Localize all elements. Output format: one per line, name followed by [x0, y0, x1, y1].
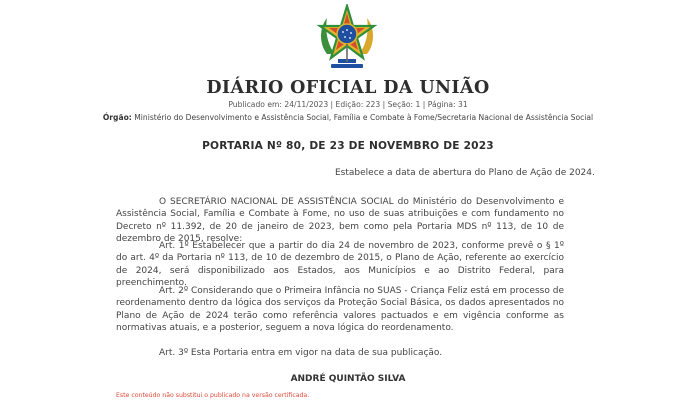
- preamble-paragraph: O SECRETÁRIO NACIONAL DE ASSISTÊNCIA SOCIAL do Ministério do Desenvolvimento e Assistência Social, Família e Combate à Fome, no uso de suas atribuições e com fundamento no Decreto nº 11.392, de 20 de janeiro de 2023, bem como pela Portaria MDS nº 113, de 10 de dezembro de 2015, resolve:: [116, 197, 564, 245]
- coat-globe: [337, 24, 357, 44]
- masthead-title: DIÁRIO OFICIAL DA UNIÃO: [206, 78, 490, 98]
- article-3-paragraph: Art. 3º Esta Portaria entra em vigor na data de sua publicação.: [159, 348, 443, 358]
- orgao-label: Órgão:: [102, 113, 132, 122]
- ementa: Estabelece a data de abertura do Plano de Ação de 2024.: [335, 168, 595, 178]
- publication-info: Publicado em: 24/11/2023 | Edição: 223 | Seção: 1 | Página: 31: [228, 100, 468, 109]
- document-title: PORTARIA Nº 80, DE 23 DE NOVEMBRO DE 2023: [202, 140, 494, 152]
- disclaimer-notice: Este conteúdo não substitui o publicado na versão certificada.: [116, 392, 310, 399]
- article-2-paragraph: Art. 2º Considerando que o Primeira Infância no SUAS - Criança Feliz está em processo de reordenamento dentro da lógica dos serviços da Proteção Social Básica, os dados apresentados no Plano de Ação de 2024 terão como referência valores pactuados e em vigência conforme as normativas atuais, e a posterior, seguem a nova lógica do reordenamento.: [116, 286, 564, 334]
- orgao-value: Ministério do Desenvolvimento e Assistência Social, Família e Combate à Fome/Secretaria Nacional de Assistência Social: [134, 113, 594, 122]
- article-1-paragraph: Art. 1º Estabelecer que a partir do dia 24 de novembro de 2023, conforme prevê o § 1º do art. 4º da Portaria nº 113, de 10 de dezembro de 2015, o Plano de Ação, referente ao exercício de 2024, será disponibilizado aos Estados, aos Municípios e ao Distrito Federal, para preenchimento.: [116, 241, 564, 289]
- brazil-coat-of-arms-icon: [313, 4, 381, 70]
- signer-name: ANDRÉ QUINTÃO SILVA: [290, 374, 406, 384]
- orgao-line: [0, 113, 696, 122]
